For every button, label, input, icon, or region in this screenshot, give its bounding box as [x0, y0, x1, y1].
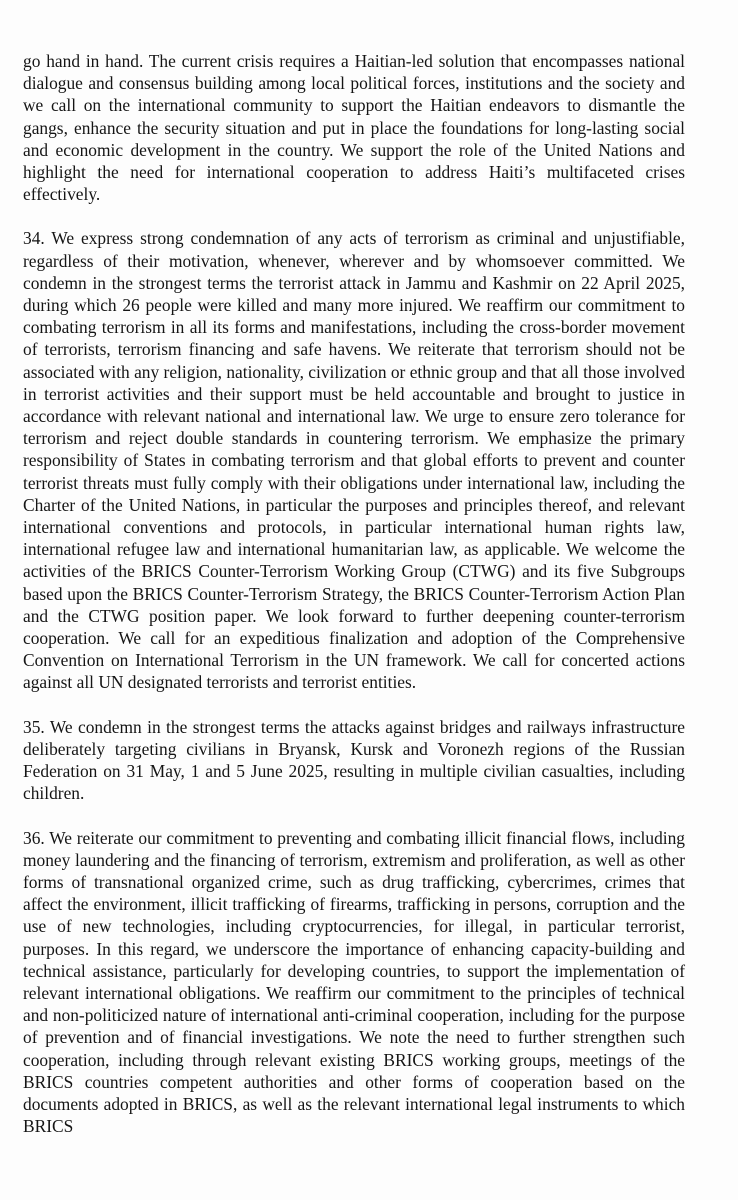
paragraph-continued [23, 50, 685, 205]
paragraph-34 [23, 227, 685, 693]
paragraph-number: 36. [23, 827, 45, 848]
paragraph-text: go hand in hand. The current crisis requires a Haitian-led solution that encompasses national dialogue and consensus building among local political forces, institutions and the society and we call on the international community to support the Haitian endeavors to dismantle the gangs, enhance the security situation and put in place the foundations for long-lasting social and economic development in the country. We support the role of the United Nations and highlight the need for international cooperation to address Haiti’s multifaceted crises effectively. [23, 51, 685, 205]
paragraph-text: We express strong condemnation of any acts of terrorism as criminal and unjustifiable, regardless of their motivation, whenever, wherever and by whomsoever committed. We condemn in the strongest terms the terrorist attack in Jammu and Kashmir on 22 April 2025, during which 26 people were killed and many more injured. We reaffirm our commitment to combating terrorism in all its forms and manifestations, including the cross-border movement of terrorists, terrorism financing and safe havens. We reiterate that terrorism should not be associated with any religion, nationality, civilization or ethnic group and that all those involved in terrorist activities and their support must be held accountable and brought to justice in accordance with relevant national and international law. We urge to ensure zero tolerance for terrorism and reject double standards in countering terrorism. We emphasize the primary responsibility of States in combating terrorism and that global efforts to prevent and counter terrorist threats must fully comply with their obligations under international law, including the Charter of the United Nations, in particular the purposes and principles thereof, and relevant international conventions and protocols, in particular international human rights law, international refugee law and international humanitarian law, as applicable. We welcome the activities of the BRICS Counter-Terrorism Working Group (CTWG) and its five Subgroups based upon the BRICS Counter-Terrorism Strategy, the BRICS Counter-Terrorism Action Plan and the CTWG position paper. We look forward to further deepening counter-terrorism cooperation. We call for an expeditious finalization and adoption of the Comprehensive Convention on International Terrorism in the UN framework. We call for concerted actions against all UN designated terrorists and terrorist entities. [23, 228, 685, 693]
paragraph-text: We condemn in the strongest terms the attacks against bridges and railways infrastructure deliberately targeting civilians in Bryansk, Kursk and Voronezh regions of the Russian Federation on 31 May, 1 and 5 June 2025, resulting in multiple civilian casualties, including children. [23, 716, 685, 804]
paragraph-text: We reiterate our commitment to preventing and combating illicit financial flows, including money laundering and the financing of terrorism, extremism and proliferation, as well as other forms of transnational organized crime, such as drug trafficking, cybercrimes, crimes that affect the environment, illicit trafficking of firearms, trafficking in persons, corruption and the use of new technologies, including cryptocurrencies, for illegal, in particular terrorist, purposes. In this regard, we underscore the importance of enhancing capacity-building and technical assistance, particularly for developing countries, to support the implementation of relevant international obligations. We reaffirm our commitment to the principles of technical and non-politicized nature of international anti-criminal cooperation, including for the purpose of prevention and of financial investigations. We note the need to further strengthen such cooperation, including through relevant existing BRICS working groups, meetings of the BRICS countries competent authorities and other forms of cooperation based on the documents adopted in BRICS, as well as the relevant international legal instruments to which BRICS [23, 827, 685, 1137]
paragraph-number: 35. [23, 716, 45, 737]
document-body [23, 50, 685, 1159]
paragraph-36 [23, 827, 685, 1138]
paragraph-number: 34. [23, 228, 45, 249]
paragraph-35 [23, 716, 685, 805]
